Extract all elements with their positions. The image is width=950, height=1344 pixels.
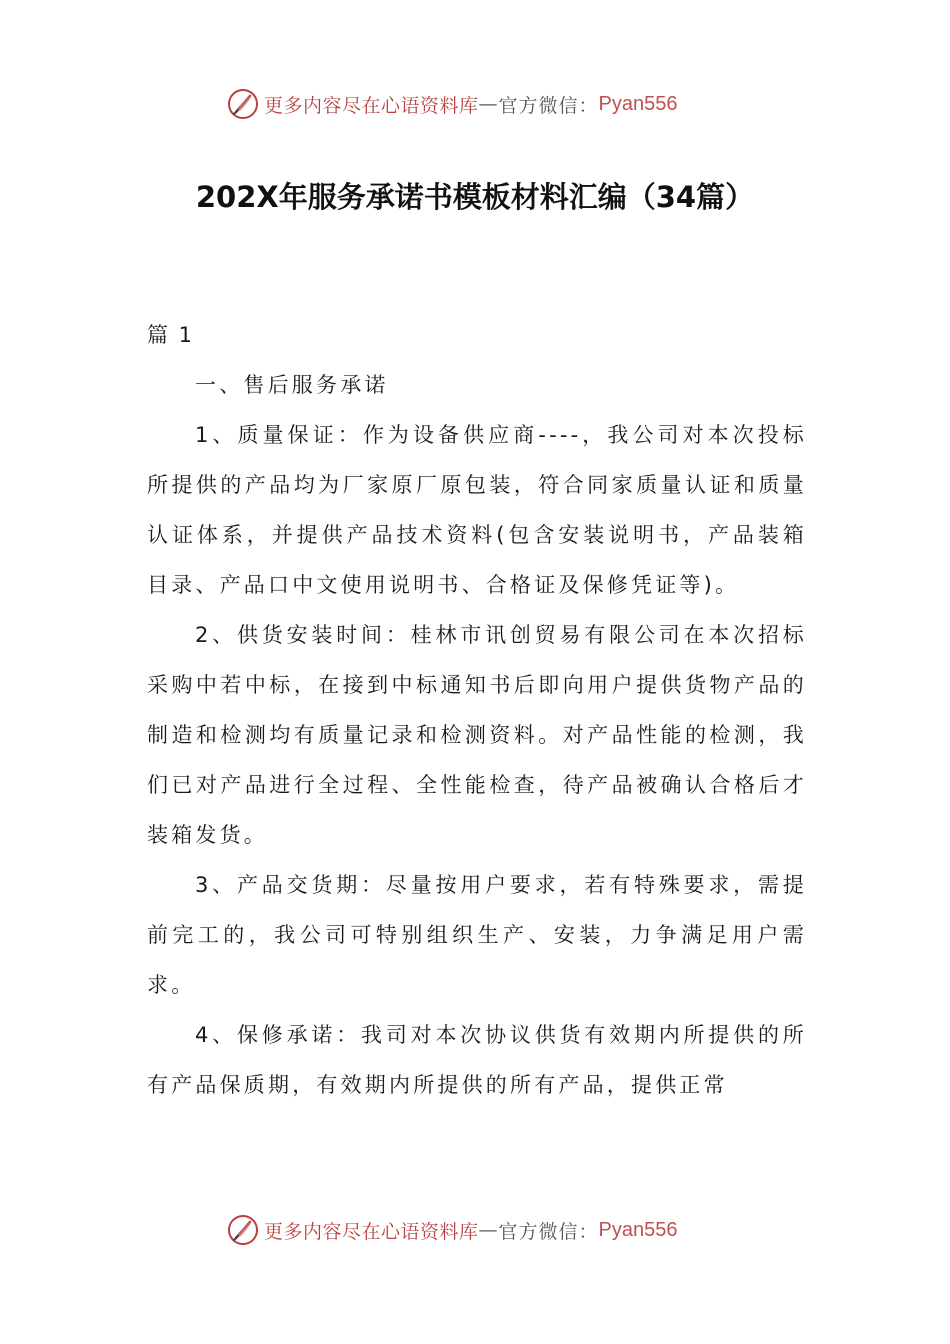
feather-pen-logo-icon: [226, 87, 260, 121]
section-heading: 一、售后服务承诺: [195, 373, 389, 397]
banner-wechat-label: 官方微信：: [498, 1220, 599, 1243]
document-body: [147, 310, 807, 1110]
section-label: 篇 1: [147, 323, 195, 347]
header-banner: [226, 84, 678, 124]
document-title: 202X年服务承诺书模板材料汇编（34篇）: [195, 180, 755, 214]
paragraph-quality: 1、质量保证：作为设备供应商----，我公司对本次投标所提供的产品均为厂家原厂原包装，符合同家质量认证和质量认证体系，并提供产品技术资料(包含安装说明书，产品装箱目录、产品口中文使用说明书、合格证及保修凭证等)。: [147, 423, 807, 597]
banner-dash: —: [478, 1219, 499, 1241]
paragraph-delivery-period: 3、产品交货期：尽量按用户要求，若有特殊要求，需提前完工的，我公司可特别组织生产、安装，力争满足用户需求。: [147, 873, 807, 997]
banner-main-text: 更多内容尽在心语资料库: [264, 1220, 479, 1243]
banner-wechat-id: Pyan556: [598, 92, 678, 115]
banner-main-text: 更多内容尽在心语资料库: [264, 94, 479, 117]
banner-dash: —: [478, 93, 499, 115]
banner-wechat-id: Pyan556: [598, 1218, 678, 1241]
banner-wechat-label: 官方微信：: [498, 94, 599, 117]
feather-pen-logo-icon: [226, 1213, 260, 1247]
footer-banner: [226, 1210, 678, 1250]
paragraph-delivery-install: 2、供货安装时间：桂林市讯创贸易有限公司在本次招标采购中若中标，在接到中标通知书后即向用户提供货物产品的制造和检测均有质量记录和检测资料。对产品性能的检测，我们已对产品进行全过程、全性能检查，待产品被确认合格后才装箱发货。: [147, 623, 807, 847]
paragraph-warranty: 4、保修承诺：我司对本次协议供货有效期内所提供的所有产品保质期，有效期内所提供的所有产品，提供正常: [147, 1023, 807, 1097]
